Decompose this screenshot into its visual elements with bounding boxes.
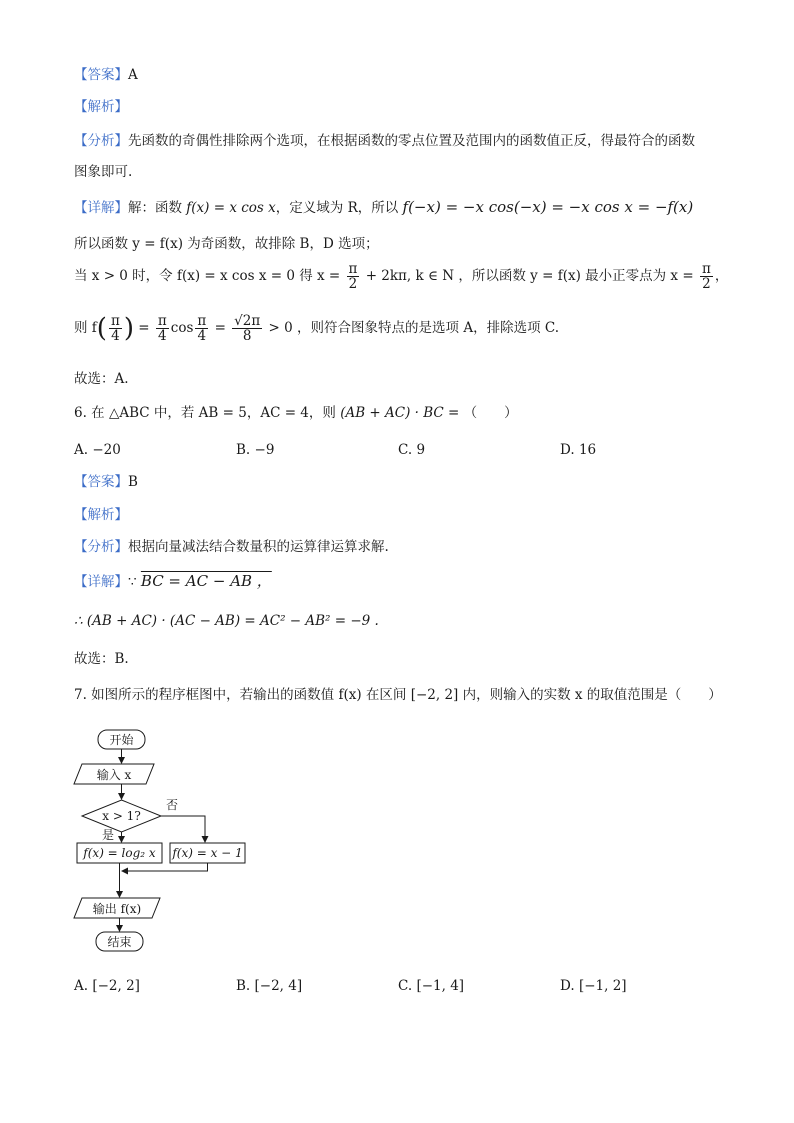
val-text-a: 则 f — [74, 320, 97, 336]
q7-option-a: A. [−2, 2] — [74, 978, 140, 994]
q5-detail-line — [74, 198, 693, 217]
q7-stem: 7. 如图所示的程序框图中，若输出的函数值 f(x) 在区间 [−2, 2] 内，则输入的实数 x 的取值范围是（ ） — [74, 687, 722, 703]
q5-value-line — [74, 314, 559, 343]
q6-choose: 故选：B. — [74, 651, 129, 667]
val-eq: = — [138, 320, 150, 336]
detail-text-a: 解：函数 — [128, 200, 182, 216]
val-eq-2: = — [214, 320, 226, 336]
q5-fenxi-line1 — [74, 132, 695, 150]
val-cos: cos — [170, 320, 194, 336]
q5-analysis-tag — [74, 98, 128, 116]
zero-frac-2: $\frac{\pi}{2}$ — [701, 261, 711, 292]
val-frac-3: $\frac{\pi}{4}$ — [197, 313, 207, 344]
val-frac-1: $\frac{\pi}{4}$ — [110, 313, 120, 344]
zero-comma: ， — [714, 268, 729, 284]
q5-choose — [74, 370, 129, 388]
zero-text-a: 当 x > 0 时，令 f(x) = x cos x = 0 得 x = — [74, 268, 341, 284]
zero-text-b: + 2kπ, k ∈ N — [365, 268, 455, 284]
q6-stem — [74, 404, 518, 422]
flow-no-box-label: f(x) = x − 1 — [172, 846, 243, 860]
flow-input-label: 输入 x — [96, 768, 132, 782]
q5-zero-line — [74, 262, 728, 291]
detail-odd-eq: f(−x) = −x cos(−x) = −x cos x = −f(x) — [402, 198, 694, 216]
choose-text: 故选：A. — [74, 371, 129, 387]
detail-tag: 【详解】 — [74, 200, 128, 216]
flow-arrow-no — [161, 816, 205, 842]
q6-stem-paren: （ ） — [463, 405, 518, 421]
q7-option-d: D. [−1, 2] — [560, 978, 627, 994]
flow-no-label: 否 — [166, 798, 179, 812]
val-tail: > 0 ，则符合图象特点的是选项 A，排除选项 C. — [268, 320, 560, 336]
q6-therefore-line — [74, 612, 379, 630]
q6-option-b: B. −9 — [236, 442, 275, 458]
flow-output-label: 输出 f(x) — [92, 902, 142, 916]
q6-answer-value: B — [128, 474, 138, 490]
answer-tag: 【答案】 — [74, 67, 128, 83]
val-frac-2: $\frac{\pi}{4}$ — [157, 313, 167, 344]
q6-answer-line: 【答案】B — [74, 474, 138, 490]
q6-therefore: ∴ (AB + AC) · (AC − AB) = AC² − AB² = −9 . — [74, 613, 379, 629]
q6-fenxi-line: 【分析】根据向量减法结合数量积的运算律运算求解. — [74, 539, 389, 555]
q6-stem-a: 6. 在 △ABC 中，若 AB = 5，AC = 4，则 — [74, 405, 336, 421]
val-frac-4: $\frac{√2\pi}{8}$ — [234, 313, 261, 344]
paren-close: ) — [123, 313, 134, 344]
detail-domain: R — [347, 200, 358, 216]
fenxi-text-1: 先函数的奇偶性排除两个选项，在根据函数的零点位置及范围内的函数值正反，得最符合的函数 — [128, 133, 695, 149]
q6-detail-eq: BC = AC − AB ， — [140, 572, 272, 590]
fenxi-tag: 【分析】 — [74, 133, 128, 149]
odd-text: 所以函数 y = f(x) 为奇函数，故排除 B，D 选项； — [74, 236, 379, 252]
zero-frac: $\frac{\pi}{2}$ — [348, 261, 358, 292]
q5-answer-line — [74, 66, 138, 84]
analysis-tag: 【解析】 — [74, 99, 128, 115]
zero-text-c: ，所以函数 y = f(x) 最小正零点为 x = — [458, 268, 694, 284]
q6-option-a: A. −20 — [74, 442, 121, 458]
flowchart — [70, 725, 270, 955]
answer-value: A — [128, 67, 138, 83]
detail-text-c: ，所以 — [357, 200, 399, 216]
detail-fx: f(x) = x cos x — [186, 200, 276, 216]
flow-decision-label: x > 1? — [102, 809, 141, 823]
paren-open: ( — [96, 313, 107, 344]
q5-odd-line — [74, 235, 379, 253]
flow-arrow-join — [122, 863, 208, 871]
detail-text-b: ，定义域为 — [275, 200, 344, 216]
flow-yes-label: 是 — [102, 828, 115, 842]
q7-option-c: C. [−1, 4] — [398, 978, 465, 994]
flow-yes-box-label: f(x) = log₂ x — [83, 846, 156, 860]
q6-detail-line: 【详解】∵ BC = AC − AB ， — [74, 572, 272, 590]
q7-option-b: B. [−2, 4] — [236, 978, 303, 994]
q5-fenxi-line2 — [74, 163, 132, 181]
q6-analysis-tag: 【解析】 — [74, 507, 128, 523]
q6-option-d: D. 16 — [560, 442, 597, 458]
q6-stem-vector: (AB + AC) · BC = — [340, 405, 460, 421]
flow-start-label: 开始 — [109, 733, 134, 747]
fenxi-text-2: 图象即可. — [74, 164, 133, 180]
flow-end-label: 结束 — [107, 935, 132, 949]
q6-option-c: C. 9 — [398, 442, 426, 458]
